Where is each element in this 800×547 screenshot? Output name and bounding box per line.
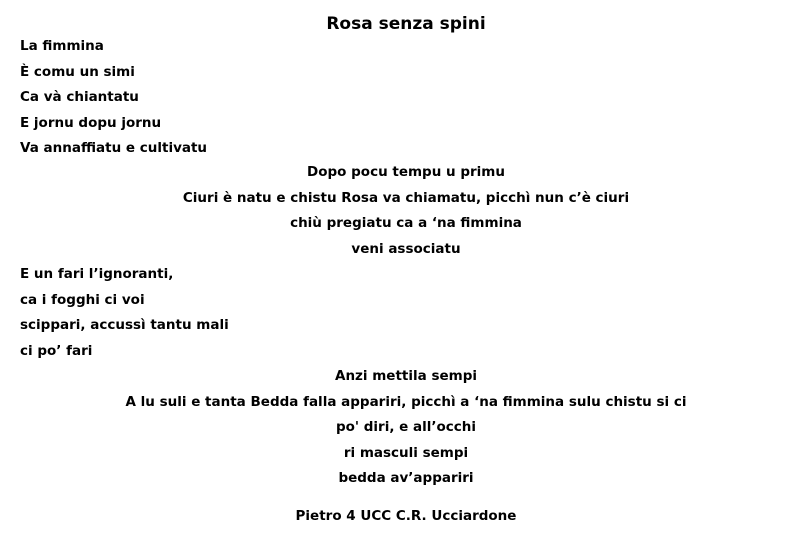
poem-line: po' diri, e all’occhi	[335, 419, 477, 435]
poem-line: Ca và chiantatu	[20, 89, 139, 105]
poem-line: veni associatu	[351, 240, 461, 257]
poem-line: E un fari l’ignoranti,	[20, 266, 174, 282]
stanza-3	[20, 262, 229, 364]
poem-line: A lu suli e tanta Bedda falla appariri, picchì a ‘na fimmina sulu chistu si ci	[125, 393, 687, 410]
stanza-2	[0, 160, 800, 262]
poem-line: scippari, accussì tantu mali	[20, 317, 229, 333]
poem-line: E jornu dopu jornu	[20, 114, 162, 131]
poem-line: chiù pregiatu ca a ‘na fimmina	[290, 215, 522, 231]
poem-line: Anzi mettila sempi	[335, 368, 477, 384]
poem-line: Ciuri è natu e chistu Rosa va chiamatu, picchì nun c’è ciuri	[182, 189, 630, 206]
stanza-4	[0, 364, 800, 492]
poem-line: ca i fogghi ci voi	[20, 291, 145, 308]
poem-line: La fimmina	[20, 38, 104, 54]
poem-line: Dopo pocu tempu u primu	[307, 164, 505, 180]
poem-line: Va annaffiatu e cultivatu	[20, 140, 208, 156]
stanza-1	[20, 34, 207, 162]
poem-line: ci po’ fari	[20, 342, 93, 359]
poem-title: Rosa senza spini	[326, 14, 486, 34]
poem-line: È comu un simi	[20, 63, 135, 80]
poem-line: ri masculi sempi	[343, 444, 469, 461]
poem-line: bedda av’appariri	[338, 470, 474, 486]
author-signature: Pietro 4 UCC C.R. Ucciardone	[295, 508, 517, 524]
